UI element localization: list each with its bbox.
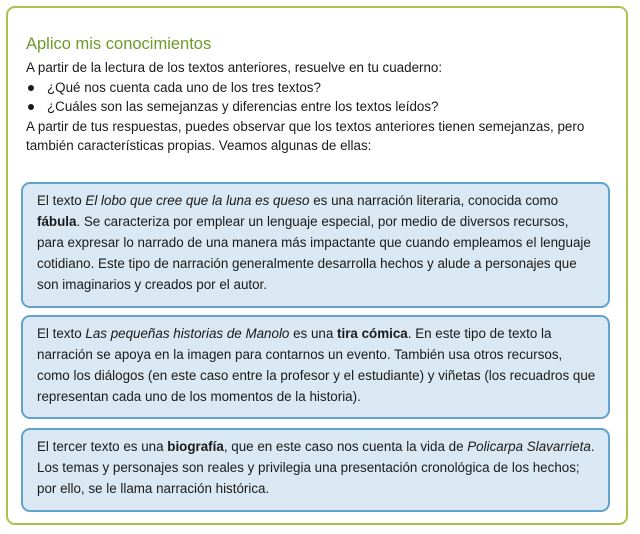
text-middle: , que en este caso nos cuenta la vida de	[223, 439, 468, 454]
list-item: ¿Qué nos cuenta cada uno de los tres textos?	[26, 78, 616, 98]
list-item: ¿Cuáles son las semejanzas y diferencias entre los textos leídos?	[26, 97, 616, 117]
text-prefix: El tercer texto es una	[37, 439, 168, 454]
section-title: Aplico mis conocimientos	[26, 35, 212, 53]
text-prefix: El texto	[37, 326, 86, 341]
genre-term: tira cómica	[337, 326, 408, 341]
genre-term: biografía	[167, 439, 224, 454]
text-rest: . Los temas y personajes son reales y privilegia una presentación cronológica de los hechos; por ello, se le llama narración histórica.	[37, 439, 595, 496]
fable-paragraph	[37, 190, 596, 295]
instruction-text: A partir de la lectura de los textos anteriores, resuelve en tu cuaderno:	[26, 60, 443, 75]
intro-block	[26, 58, 616, 156]
biography-paragraph	[37, 436, 596, 499]
text-rest: . Se caracteriza por emplear un lenguaje especial, por medio de diversos recursos, para expresar lo narrado de una manera más impactante que cuando empleamos el lenguaje cotidiano. Este tipo de narración generalmente desarrolla hechos y alude a personajes que son imaginarios y creados por el autor.	[37, 214, 591, 292]
genre-term: fábula	[37, 214, 77, 229]
work-title: Las pequeñas historias de Manolo	[85, 326, 290, 341]
fable-box	[21, 182, 610, 308]
biography-box	[21, 428, 610, 512]
text-middle: es una narración literaria, conocida como	[309, 193, 559, 208]
question-list	[26, 78, 616, 117]
text-rest: . En este tipo de texto la narración se apoya en la imagen para contarnos un evento. También usa otros recursos, como los diálogos (en este caso entre la profesor y el estudiante) y viñetas (los recuadros que representan cada uno de los momentos de la historia).	[37, 326, 596, 404]
text-prefix: El texto	[37, 193, 86, 208]
person-name: Policarpa Slavarrieta	[467, 439, 591, 454]
work-title: El lobo que cree que la luna es queso	[85, 193, 310, 208]
comic-paragraph	[37, 323, 596, 407]
conclusion-text: A partir de tus respuestas, puedes observar que los textos anteriores tienen semejanzas, pero también características propias. Veamos algunas de ellas:	[26, 118, 585, 153]
comic-box	[21, 315, 610, 419]
text-middle: es una	[289, 326, 338, 341]
